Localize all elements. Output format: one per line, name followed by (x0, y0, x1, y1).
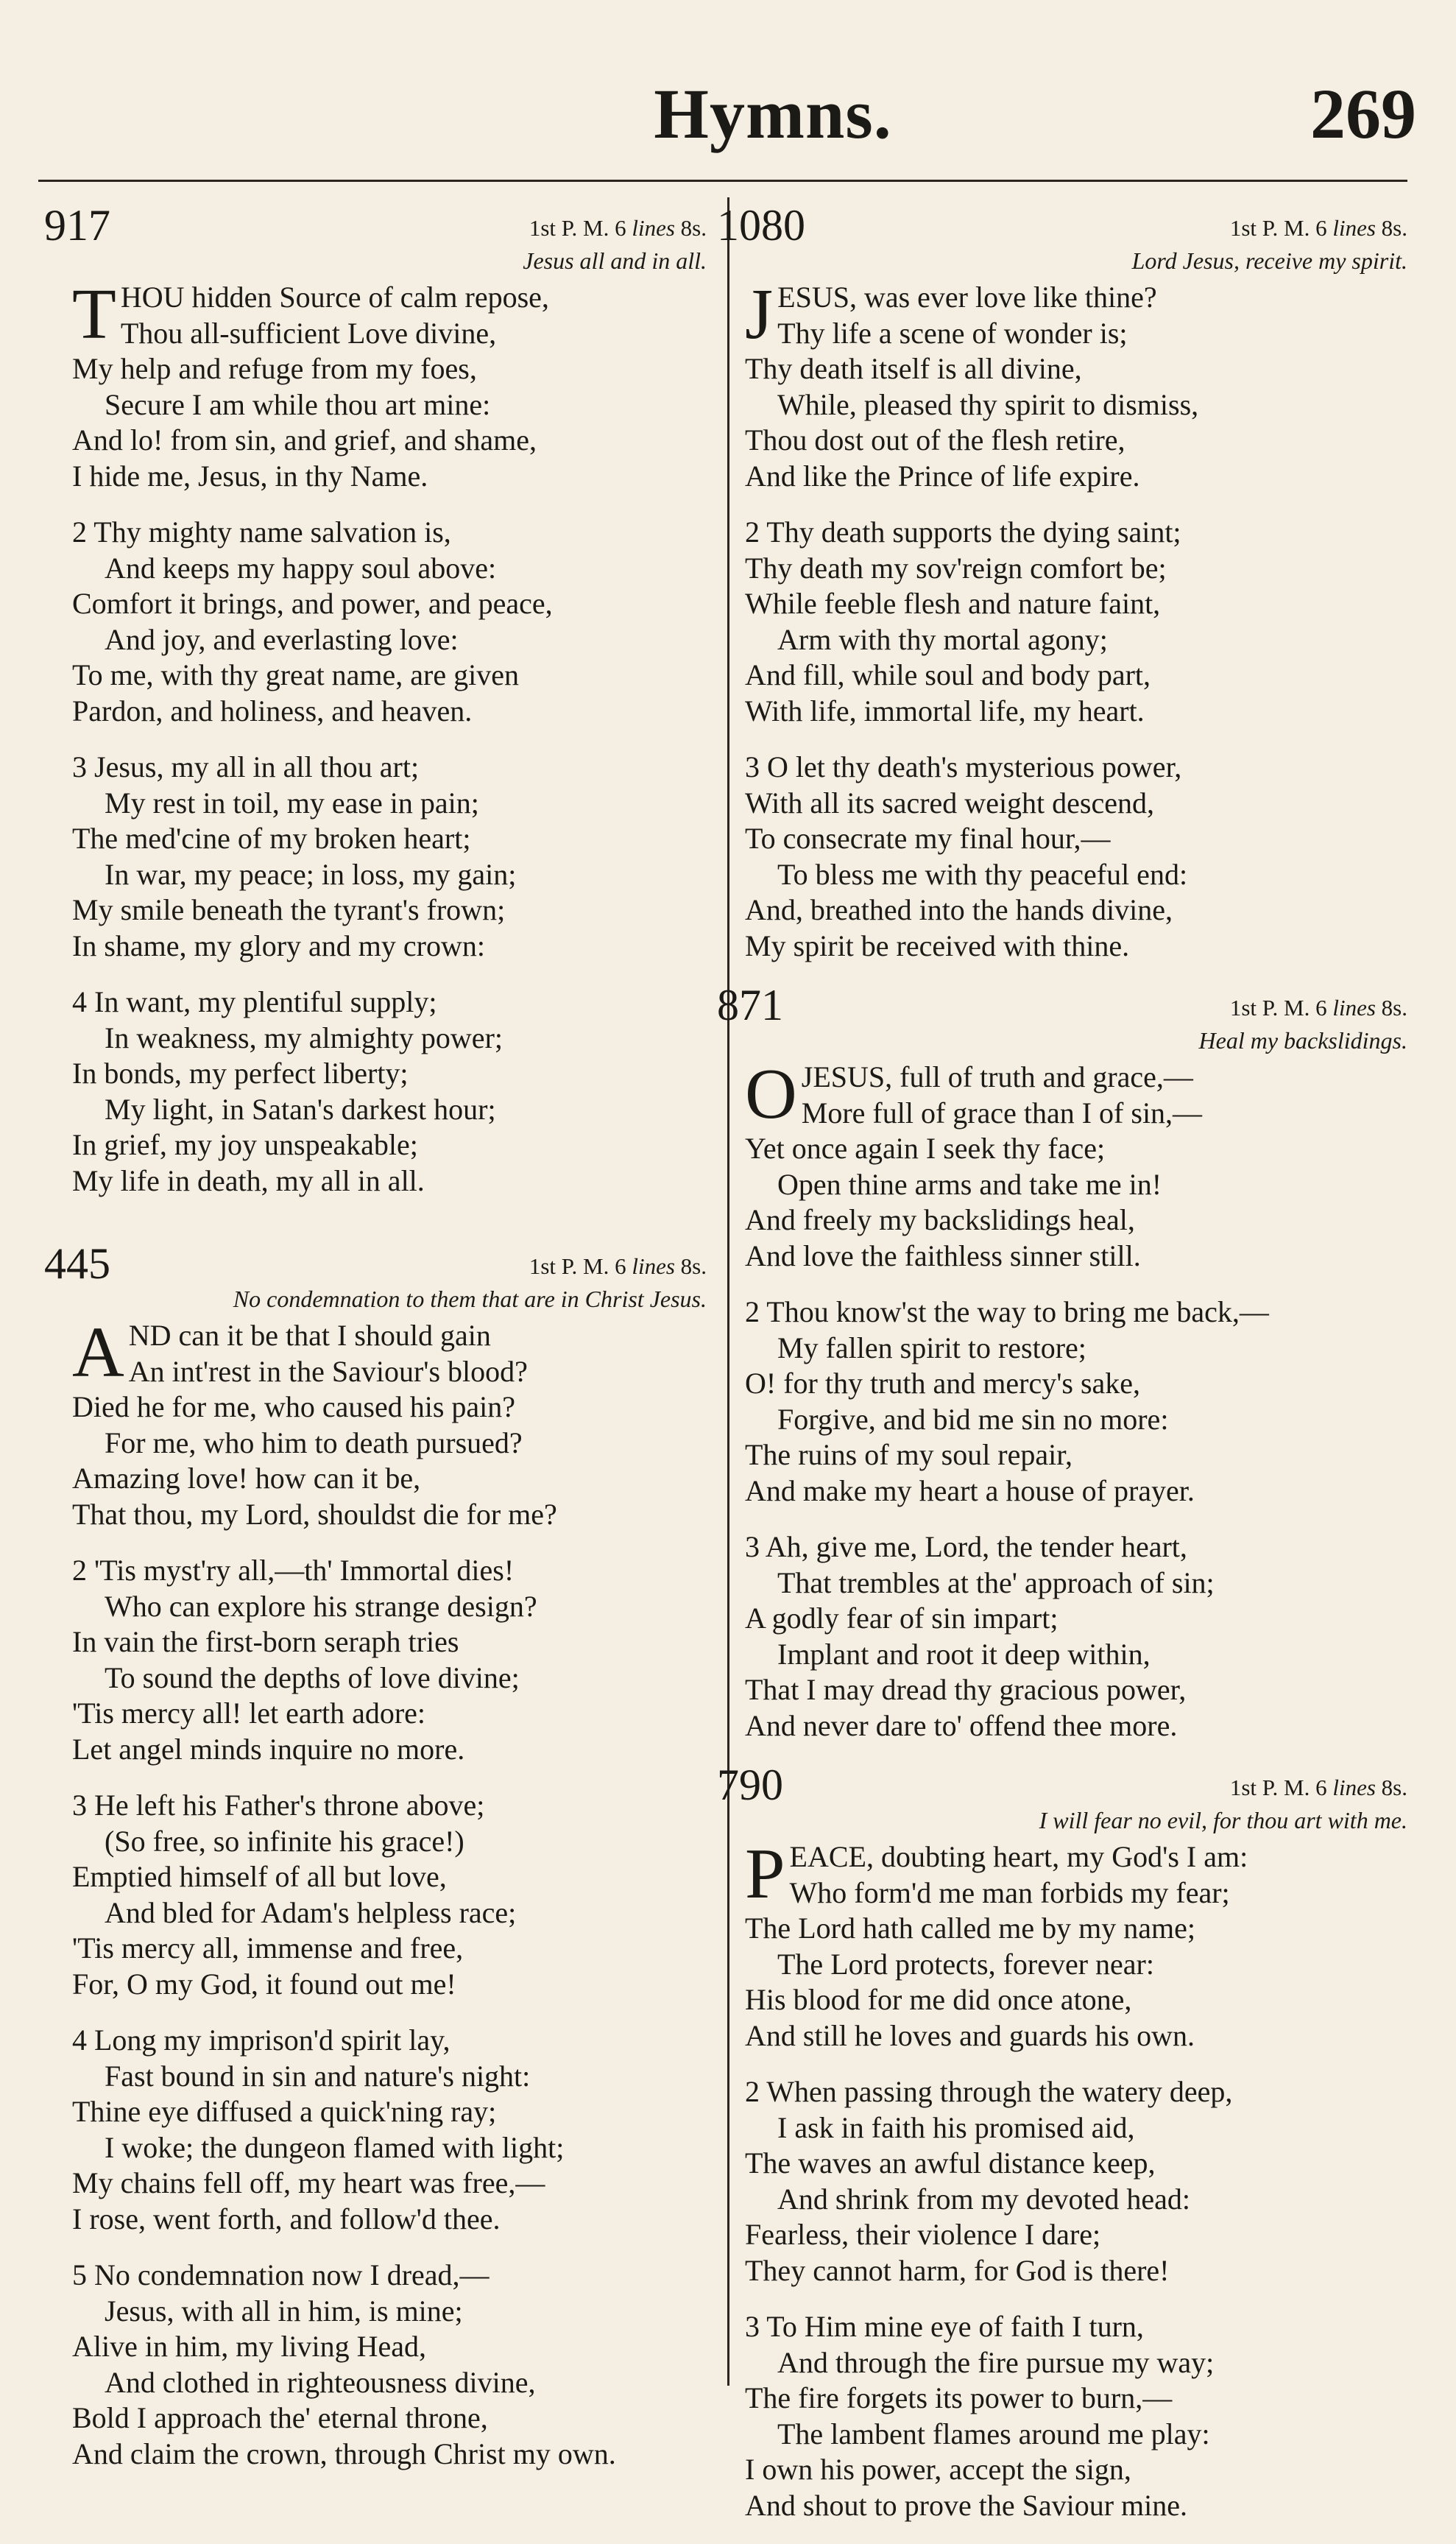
drop-cap: O (745, 1054, 797, 1134)
meter-prefix: 1st P. M. 6 (1229, 215, 1333, 241)
verse-line: In grief, my joy unspeakable; (72, 1128, 418, 1161)
meter-lines: lines (632, 1253, 675, 1279)
verse-line: And through the fire pursue my way; (777, 2345, 1215, 2379)
verse (745, 275, 1407, 494)
verse-line: And shrink from my devoted head: (777, 2182, 1190, 2216)
verse-line: 'Tis mercy all! let earth adore: (72, 1696, 426, 1730)
verse-line: And joy, and everlasting love: (105, 622, 459, 656)
verse (745, 1834, 1407, 2054)
verse-line: And, breathed into the hands divine, (745, 893, 1173, 926)
verse (745, 1529, 1407, 1744)
drop-cap: J (745, 275, 774, 354)
hymn-meter (1230, 215, 1407, 242)
verse-line: Pardon, and holiness, and heaven. (72, 694, 473, 727)
verse-line: Thou all-sufficient Love divine, (120, 316, 497, 350)
verse-line: 4 Long my imprison'd spirit lay, (72, 2023, 450, 2057)
verse-line: 3 Jesus, my all in all thou art; (72, 750, 420, 783)
verse-line: (So free, so infinite his grace!) (105, 1824, 464, 1858)
hymn-number: 917 (44, 201, 110, 250)
verse-line: In bonds, my perfect liberty; (72, 1057, 409, 1090)
meter-prefix: 1st P. M. 6 (1229, 995, 1333, 1021)
verse-line: 2 'Tis myst'ry all,—th' Immortal dies! (72, 1554, 515, 1587)
verse-line: The fire forgets its power to burn,— (745, 2381, 1173, 2414)
verse-line: A godly fear of sin impart; (745, 1602, 1059, 1635)
verse-line: Thy life a scene of wonder is; (777, 316, 1128, 350)
verse-line: My spirit be received with thine. (745, 929, 1130, 962)
verse-line: And bled for Adam's helpless race; (105, 1895, 517, 1929)
verse-line: Arm with thy mortal agony; (777, 622, 1108, 656)
hymn-meter (1230, 1775, 1407, 1801)
verse (745, 515, 1407, 729)
verse-line: My chains fell off, my heart was free,— (72, 2166, 545, 2199)
verse (72, 275, 707, 494)
verse-line: For me, who him to death pursued? (105, 1426, 523, 1459)
verse-line: And like the Prince of life expire. (745, 459, 1140, 493)
hymn-subtitle: I will fear no evil, for thou art with me. (1039, 1807, 1407, 1833)
hymn-917 (44, 201, 707, 1199)
hymn-subtitle: No condemnation to them that are in Christ Jesus. (233, 1286, 707, 1312)
hymn-subtitle: Jesus all and in all. (523, 247, 707, 274)
meter-prefix: 1st P. M. 6 (1229, 1775, 1333, 1800)
verse-line: That I may dread thy gracious power, (745, 1673, 1187, 1706)
meter-prefix: 1st P. M. 6 (529, 215, 632, 241)
verse-line: Thine eye diffused a quick'ning ray; (72, 2095, 497, 2128)
verse (72, 2023, 707, 2237)
hymn-header (44, 201, 707, 250)
verse-line: Fearless, their violence I dare; (745, 2218, 1101, 2251)
verse-line: In weakness, my almighty power; (105, 1021, 503, 1054)
verse-line: 4 In want, my plentiful supply; (72, 985, 437, 1018)
verse-line: 3 Ah, give me, Lord, the tender heart, (745, 1530, 1187, 1563)
verse-line: Forgive, and bid me sin no more: (777, 1402, 1169, 1436)
verse-line: ESUS, was ever love like thine? (777, 281, 1157, 314)
hymn-header (44, 1239, 707, 1288)
verse (72, 1788, 707, 2002)
verse-line: I own his power, accept the sign, (745, 2453, 1131, 2486)
verse-line: Implant and root it deep within, (777, 1637, 1151, 1671)
hymn-meter (529, 1253, 707, 1280)
verse-line: HOU hidden Source of calm repose, (120, 281, 549, 314)
verse-line: Thy death itself is all divine, (745, 352, 1082, 385)
meter-lines: lines (632, 215, 675, 241)
meter-lines: lines (1332, 995, 1376, 1021)
verse-line: In shame, my glory and my crown: (72, 929, 485, 962)
verse-line: 3 To Him mine eye of faith I turn, (745, 2310, 1144, 2343)
verse (72, 984, 707, 1199)
verse (72, 1553, 707, 1767)
verse-line: They cannot harm, for God is there! (745, 2253, 1170, 2287)
verse-line: Bold I approach the' eternal throne, (72, 2401, 488, 2434)
verse (745, 1054, 1407, 1274)
verse-line: JESUS, full of truth and grace,— (801, 1060, 1193, 1093)
verse-line: And never dare to' offend thee more. (745, 1708, 1178, 1742)
verse-line: The ruins of my soul repair, (745, 1438, 1072, 1471)
verse-line: Yet once again I seek thy face; (745, 1132, 1106, 1165)
hymn-subtitle: Heal my backslidings. (1198, 1027, 1407, 1054)
hymn-445 (44, 1239, 707, 2472)
left-column (44, 201, 707, 2492)
verse-line: My help and refuge from my foes, (72, 352, 477, 385)
verse-line: The waves an awful distance keep, (745, 2146, 1156, 2180)
verse-line: And love the faithless sinner still. (745, 1238, 1141, 1272)
verse-line: The lambent flames around me play: (777, 2417, 1210, 2450)
verse-line: His blood for me did once atone, (745, 1983, 1132, 2016)
verse-line: To consecrate my final hour,— (745, 822, 1111, 855)
page-number: 269 (1310, 74, 1416, 153)
verse (72, 515, 707, 729)
verse (745, 2074, 1407, 2288)
verse-line: Thy death my sov'reign comfort be; (745, 551, 1167, 585)
verse-line: Alive in him, my living Head, (72, 2330, 427, 2363)
verse-line: 5 No condemnation now I dread,— (72, 2258, 490, 2291)
verse-line: The Lord protects, forever near: (777, 1947, 1154, 1981)
header-rule (38, 180, 1407, 182)
verse-line: Who form'd me man forbids my fear; (789, 1875, 1230, 1909)
verse-line: Let angel minds inquire no more. (72, 1732, 465, 1766)
hymn-1080 (717, 201, 1407, 964)
hymn-meter (1230, 995, 1407, 1021)
verse-line: I woke; the dungeon flamed with light; (105, 2130, 565, 2164)
verse-line: My life in death, my all in all. (72, 1163, 425, 1197)
verse-line: Secure I am while thou art mine: (105, 387, 491, 421)
verse-line: 2 Thy death supports the dying saint; (745, 515, 1181, 549)
verse-line: An int'rest in the Saviour's blood? (128, 1354, 528, 1388)
verse-line: Comfort it brings, and power, and peace, (72, 587, 553, 620)
drop-cap: T (72, 275, 116, 354)
verse-line: O! for thy truth and mercy's sake, (745, 1367, 1141, 1400)
verse-line: And clothed in righteousness divine, (105, 2365, 536, 2399)
verse-line: My rest in toil, my ease in pain; (105, 786, 479, 820)
verse-line: In war, my peace; in loss, my gain; (105, 857, 517, 891)
verse-line: 2 When passing through the watery deep, (745, 2075, 1233, 2108)
hymn-subtitle: Lord Jesus, receive my spirit. (1131, 247, 1407, 274)
verse-line: While, pleased thy spirit to dismiss, (777, 387, 1199, 421)
verse (745, 2309, 1407, 2523)
meter-lines: lines (1332, 1775, 1376, 1800)
running-title: Hymns. (654, 74, 892, 153)
verse-line: Emptied himself of all but love, (72, 1860, 447, 1893)
verse (745, 1294, 1407, 1509)
verse-line: And make my heart a house of prayer. (745, 1473, 1195, 1507)
verse-line: And shout to prove the Saviour mine. (745, 2488, 1188, 2522)
verse-line: Fast bound in sin and nature's night: (105, 2059, 531, 2093)
verse-line: To bless me with thy peaceful end: (777, 857, 1188, 891)
meter-suffix: 8s. (674, 1253, 707, 1279)
verse-line: And fill, while soul and body part, (745, 658, 1151, 691)
verse-line: I ask in faith his promised aid, (777, 2110, 1135, 2144)
verse-line: 'Tis mercy all, immense and free, (72, 1931, 464, 1965)
verse-line: My smile beneath the tyrant's frown; (72, 893, 506, 926)
verse-line: That trembles at the' approach of sin; (777, 1565, 1215, 1599)
hymn-header (717, 1761, 1407, 1809)
hymn-header (717, 981, 1407, 1029)
verse-line: Jesus, with all in him, is mine; (105, 2294, 463, 2328)
verse (72, 2258, 707, 2472)
verse-line: Died he for me, who caused his pain? (72, 1390, 516, 1423)
verse-line: To me, with thy great name, are given (72, 658, 519, 691)
verse-line: The med'cine of my broken heart; (72, 822, 471, 855)
drop-cap: A (72, 1313, 124, 1392)
hymn-number: 790 (717, 1761, 783, 1809)
verse-line: To sound the depths of love divine; (105, 1660, 520, 1694)
verse-line: And lo! from sin, and grief, and shame, (72, 423, 537, 457)
verse-line: My light, in Satan's darkest hour; (105, 1092, 496, 1126)
verse-line: And claim the crown, through Christ my own. (72, 2436, 616, 2470)
verse-line: With life, immortal life, my heart. (745, 694, 1145, 727)
verse-line: And still he loves and guards his own. (745, 2018, 1195, 2052)
meter-prefix: 1st P. M. 6 (529, 1253, 632, 1279)
hymn-number: 445 (44, 1239, 110, 1288)
verse-line: With all its sacred weight descend, (745, 786, 1154, 820)
verse (745, 750, 1407, 964)
meter-suffix: 8s. (1375, 1775, 1407, 1800)
hymn-number: 1080 (717, 201, 805, 250)
meter-suffix: 8s. (674, 215, 707, 241)
verse-line: 2 Thou know'st the way to bring me back,— (745, 1295, 1269, 1328)
verse (72, 1313, 707, 1532)
hymn-number: 871 (717, 981, 783, 1029)
verse-line: In vain the first-born seraph tries (72, 1625, 459, 1658)
verse-line: Open thine arms and take me in! (777, 1167, 1162, 1201)
verse-line: More full of grace than I of sin,— (801, 1096, 1203, 1130)
hymn-meter (529, 215, 707, 242)
verse-line: Thou dost out of the flesh retire, (745, 423, 1125, 457)
drop-cap: P (745, 1834, 785, 1914)
verse-line: Amazing love! how can it be, (72, 1462, 421, 1495)
verse-line: 3 O let thy death's mysterious power, (745, 750, 1182, 783)
verse-line: ND can it be that I should gain (128, 1319, 491, 1352)
verse-line: And freely my backslidings heal, (745, 1203, 1135, 1236)
meter-lines: lines (1332, 215, 1376, 241)
verse-line: While feeble flesh and nature faint, (745, 587, 1161, 620)
hymn-790 (717, 1761, 1407, 2523)
right-column (717, 201, 1407, 2544)
meter-suffix: 8s. (1375, 215, 1407, 241)
verse-line: 2 Thy mighty name salvation is, (72, 515, 451, 549)
hymn-871 (717, 981, 1407, 1744)
verse-line: That thou, my Lord, shouldst die for me? (72, 1497, 557, 1531)
verse-line: And keeps my happy soul above: (105, 551, 497, 585)
meter-suffix: 8s. (1375, 995, 1407, 1021)
verse-line: My fallen spirit to restore; (777, 1331, 1086, 1364)
verse-line: 3 He left his Father's throne above; (72, 1789, 485, 1822)
verse-line: I rose, went forth, and follow'd thee. (72, 2202, 501, 2235)
column-divider (727, 197, 729, 2386)
verse-line: For, O my God, it found out me! (72, 1967, 456, 2001)
hymn-header (717, 201, 1407, 250)
verse-line: EACE, doubting heart, my God's I am: (789, 1840, 1248, 1873)
verse-line: I hide me, Jesus, in thy Name. (72, 459, 428, 493)
verse-line: The Lord hath called me by my name; (745, 1911, 1196, 1945)
verse-line: Who can explore his strange design? (105, 1589, 537, 1623)
page-header (0, 0, 1456, 177)
verse (72, 750, 707, 964)
